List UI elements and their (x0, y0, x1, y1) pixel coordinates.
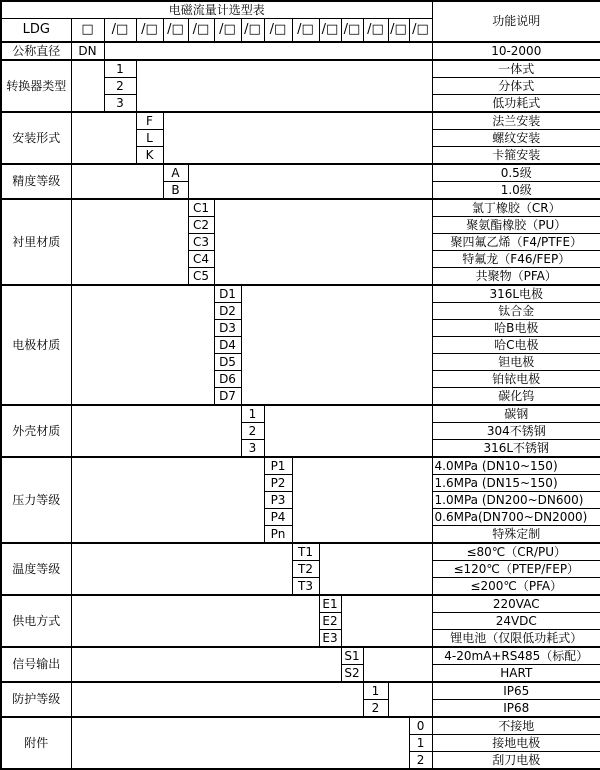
option-description-cell: 分体式 (432, 78, 600, 95)
option-description-cell: 共聚物（PFA） (432, 268, 600, 286)
option-description-cell: 24VDC (432, 613, 600, 630)
option-code-cell: T1 (292, 543, 319, 561)
category-label: 电极材质 (1, 285, 71, 405)
model-slot-box: /□ (388, 19, 409, 43)
spacer-cell (71, 405, 241, 457)
option-code-cell: T2 (292, 561, 319, 578)
model-slot-box: /□ (241, 19, 264, 43)
option-code-cell: D3 (214, 320, 241, 337)
option-description-cell: 哈B电极 (432, 320, 600, 337)
spacer-cell (71, 595, 319, 647)
model-slot-box: /□ (319, 19, 341, 43)
option-code-cell: S1 (341, 647, 363, 665)
option-description-cell: 法兰安装 (432, 112, 600, 130)
option-description-cell: 1.0MPa (DN200~DN600) (432, 492, 600, 509)
model-slot-box: /□ (264, 19, 292, 43)
option-code-cell: D1 (214, 285, 241, 303)
category-label: 转换器类型 (1, 60, 71, 112)
spacer-cell (71, 285, 214, 405)
option-code-cell: 2 (104, 78, 136, 95)
option-description-cell: 316L电极 (432, 285, 600, 303)
option-description-cell: IP65 (432, 682, 600, 700)
option-description-cell: 0.6MPa(DN700~DN2000) (432, 509, 600, 526)
spacer-cell (71, 543, 292, 595)
option-description-cell: 螺纹安装 (432, 130, 600, 147)
category-label: 衬里材质 (1, 199, 71, 285)
spacer-cell (319, 543, 432, 595)
option-code-cell: P4 (264, 509, 292, 526)
option-code-cell: 0 (409, 717, 432, 735)
option-code-cell: C4 (188, 251, 214, 268)
option-code-cell: P3 (264, 492, 292, 509)
category-label: 温度等级 (1, 543, 71, 595)
option-code-cell: P1 (264, 457, 292, 475)
option-code-cell: 2 (409, 752, 432, 770)
option-code-cell: C2 (188, 217, 214, 234)
option-code-cell: 2 (241, 423, 264, 440)
option-description-cell: 316L不锈钢 (432, 440, 600, 458)
option-code-cell: D2 (214, 303, 241, 320)
model-slot-box: /□ (363, 19, 388, 43)
option-description-cell: IP68 (432, 700, 600, 718)
option-description-cell: ≤120℃（PTEP/FEP） (432, 561, 600, 578)
model-slot-box: /□ (341, 19, 363, 43)
spacer-cell (136, 60, 432, 112)
option-code-cell: DN (71, 42, 104, 60)
spacer-cell (241, 285, 432, 405)
option-code-cell: E2 (319, 613, 341, 630)
function-column-header: 功能说明 (432, 1, 600, 42)
spacer-cell (292, 457, 432, 543)
option-description-cell: 卡箍安装 (432, 147, 600, 165)
option-code-cell: 3 (241, 440, 264, 458)
option-code-cell: B (163, 182, 188, 200)
option-description-cell: 锂电池（仅限低功耗式） (432, 630, 600, 648)
option-code-cell: 1 (409, 735, 432, 752)
option-code-cell: D5 (214, 354, 241, 371)
option-description-cell: 刮刀电极 (432, 752, 600, 770)
option-code-cell: 1 (363, 682, 388, 700)
spacer-cell (341, 595, 432, 647)
option-code-cell: 2 (363, 700, 388, 718)
option-code-cell: T3 (292, 578, 319, 596)
option-description-cell: 接地电极 (432, 735, 600, 752)
option-description-cell: 4-20mA+RS485（标配） (432, 647, 600, 665)
category-label: 安装形式 (1, 112, 71, 164)
option-code-cell: E1 (319, 595, 341, 613)
model-slot-box: /□ (136, 19, 163, 43)
option-description-cell: 304不锈钢 (432, 423, 600, 440)
option-code-cell: 3 (104, 95, 136, 113)
option-code-cell: S2 (341, 665, 363, 683)
option-description-cell: 钽电极 (432, 354, 600, 371)
option-description-cell: 1.0级 (432, 182, 600, 200)
model-slot-box: /□ (409, 19, 432, 43)
spacer-cell (71, 682, 363, 717)
option-description-cell: 钛合金 (432, 303, 600, 320)
model-slot-box: /□ (214, 19, 241, 43)
option-description-cell: 聚氨酯橡胶（PU） (432, 217, 600, 234)
option-description-cell: 220VAC (432, 595, 600, 613)
option-description-cell: 不接地 (432, 717, 600, 735)
option-description-cell: 聚四氟乙烯（F4/PTFE） (432, 234, 600, 251)
spacer-cell (104, 42, 432, 60)
option-description-cell: ≤200℃（PFA） (432, 578, 600, 596)
option-code-cell: E3 (319, 630, 341, 648)
spacer-cell (163, 112, 432, 164)
spacer-cell (214, 199, 432, 285)
option-description-cell: 哈C电极 (432, 337, 600, 354)
option-description-cell: 碳钢 (432, 405, 600, 423)
category-label: 防护等级 (1, 682, 71, 717)
option-description-cell: 低功耗式 (432, 95, 600, 113)
spacer-cell (71, 199, 188, 285)
option-description-cell: 10-2000 (432, 42, 600, 60)
option-description-cell: 1.6MPa (DN15~150) (432, 475, 600, 492)
spacer-cell (71, 647, 341, 682)
option-description-cell: 0.5级 (432, 164, 600, 182)
spacer-cell (71, 457, 264, 543)
category-label: 供电方式 (1, 595, 71, 647)
spacer-cell (71, 60, 104, 112)
option-code-cell: D4 (214, 337, 241, 354)
option-description-cell: ≤80℃（CR/PU） (432, 543, 600, 561)
option-code-cell: 1 (104, 60, 136, 78)
option-description-cell: 氯丁橡胶（CR） (432, 199, 600, 217)
table-title: 电磁流量计选型表 (1, 1, 432, 19)
option-description-cell: 特殊定制 (432, 526, 600, 544)
model-code-box: □ (71, 19, 104, 43)
option-description-cell: 铂铱电极 (432, 371, 600, 388)
option-code-cell: K (136, 147, 163, 165)
option-code-cell: D6 (214, 371, 241, 388)
spacer-cell (264, 405, 432, 457)
category-label: 外壳材质 (1, 405, 71, 457)
option-code-cell: C1 (188, 199, 214, 217)
option-description-cell: 4.0MPa (DN10~150) (432, 457, 600, 475)
option-code-cell: F (136, 112, 163, 130)
spacer-cell (388, 682, 432, 717)
option-code-cell: 1 (241, 405, 264, 423)
option-code-cell: D7 (214, 388, 241, 406)
option-description-cell: 碳化钨 (432, 388, 600, 406)
category-label: 信号输出 (1, 647, 71, 682)
option-code-cell: P2 (264, 475, 292, 492)
model-slot-box: /□ (104, 19, 136, 43)
spacer-cell (363, 647, 432, 682)
spacer-cell (71, 164, 163, 199)
model-slot-box: /□ (163, 19, 188, 43)
option-description-cell: 特氟龙（F46/FEP） (432, 251, 600, 268)
category-label: 精度等级 (1, 164, 71, 199)
spacer-cell (188, 164, 432, 199)
spacer-cell (71, 717, 409, 769)
model-prefix: LDG (1, 19, 71, 43)
option-description-cell: HART (432, 665, 600, 683)
category-label: 附件 (1, 717, 71, 769)
option-code-cell: A (163, 164, 188, 182)
model-slot-box: /□ (188, 19, 214, 43)
option-code-cell: L (136, 130, 163, 147)
option-code-cell: C3 (188, 234, 214, 251)
model-slot-box: /□ (292, 19, 319, 43)
spacer-cell (71, 112, 136, 164)
option-description-cell: 一体式 (432, 60, 600, 78)
category-label: 压力等级 (1, 457, 71, 543)
option-code-cell: C5 (188, 268, 214, 286)
category-label: 公称直径 (1, 42, 71, 60)
option-code-cell: Pn (264, 526, 292, 544)
